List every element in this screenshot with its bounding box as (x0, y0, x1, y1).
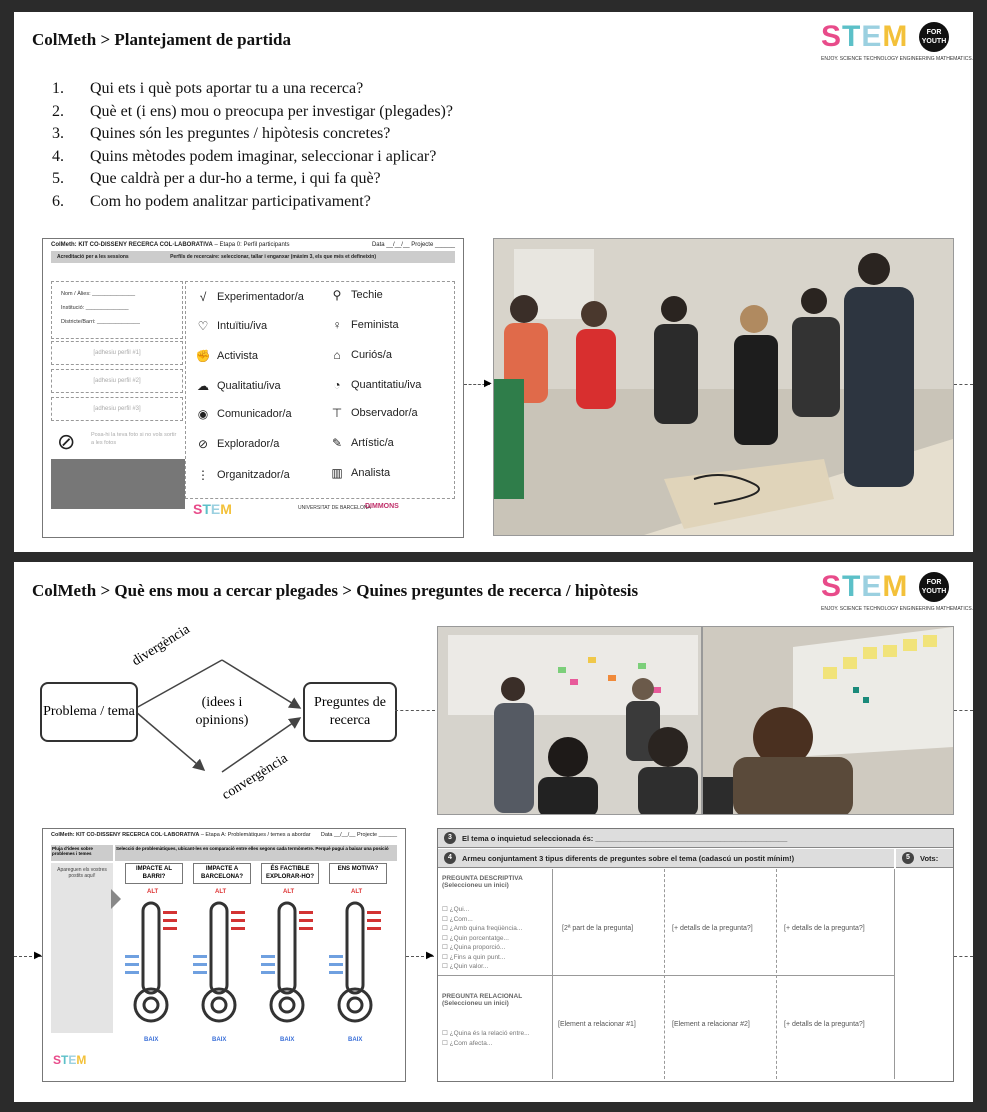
alt-label: ALT (283, 889, 295, 895)
question-item: 1. Qui ets i què pots aportar tu a una recerca? (52, 80, 364, 97)
graduation-cap-icon: ⌂ (333, 348, 341, 362)
id-fields (61, 287, 140, 329)
slide-title: ColMeth > Plantejament de partida (32, 30, 291, 49)
slide-title: ColMeth > Què ens mou a cercar plegades > Quines preguntes de recerca / hipòtesis (32, 581, 639, 600)
profile-comunicador: ◉ Comunicador/a (195, 407, 292, 421)
profile-slot-3: [adhesiu perfil #3] (51, 397, 183, 421)
cell-placeholder: [2ª part de la pregunta] (562, 925, 634, 932)
ub-logo: UNIVERSITAT DE BARCELONA (298, 505, 371, 511)
cell-placeholder: [+ detalls de la pregunta?] (784, 1021, 865, 1028)
option-checkbox[interactable]: ☐ ¿Quina és la relació entre... (442, 1030, 530, 1037)
connector-line (954, 956, 973, 957)
stem-for-youth-logo (821, 20, 974, 70)
field-district: Districte/Barri: ______________ (61, 319, 140, 325)
col-divider (664, 869, 665, 1079)
field-institution: Institució: ______________ (61, 305, 129, 311)
step1-header: Pluja d'idees sobre problemes i temes (51, 845, 113, 861)
row-divider (438, 975, 894, 976)
field-name: Nom / Àlies: ______________ (61, 291, 135, 297)
arrow-head-icon: ▶ (426, 950, 434, 961)
connector-line (954, 384, 973, 385)
profile-experimentador: √ Experimentador/a (195, 290, 304, 304)
profile-kit-sheet (42, 238, 464, 538)
option-checkbox[interactable]: ☐ ¿Quin porcentatge... (442, 934, 509, 942)
logo-letters: STEM (821, 20, 909, 53)
arrow-head-icon: ▶ (484, 378, 492, 389)
kit-bar: Acreditació per a les sessions Perfils de recercaire: seleccionar, tallar i enganxar (màxim 3, els que més et defineixin) (51, 251, 455, 263)
baix-label: BAIX (212, 1037, 227, 1043)
ideas-label: (idees i opinions) (195, 695, 249, 728)
profile-artistic: ✎ Artístic/a (329, 436, 394, 450)
kit-header: ColMeth: KIT CO-DISSENY RECERCA COL·LABORATIVA – Etapa 0: Perfil participants Data __/__/__ Projecte ______ (51, 242, 455, 248)
cell-placeholder: [+ detalls de la pregunta?] (784, 925, 865, 932)
step4-row: 4 Armeu conjuntament 3 tipus diferents de preguntes sobre el tema (cadascú un postit mínim!) (438, 849, 894, 868)
convergence-label: convergència (219, 751, 291, 804)
option-checkbox[interactable]: ☐ ¿Quin valor... (442, 963, 489, 970)
research-questions-box: Preguntes de recerca (303, 682, 397, 742)
relational-options (442, 1029, 530, 1049)
photo-note: Posa-hi la teva foto si no vols sortir a les fotos (91, 432, 177, 446)
baix-label: BAIX (280, 1037, 295, 1043)
profile-quantitatiu: ◔ Quantitatiu/iva (329, 378, 421, 392)
stem-mini-logo: STEM (53, 1053, 87, 1067)
question-list (52, 78, 453, 213)
baix-label: BAIX (348, 1037, 363, 1043)
profile-intuitiu: ♡ Intuïtiu/iva (195, 319, 267, 333)
thermometers (113, 899, 403, 1039)
logo-tagline: ENJOY. SCIENCE TECHNOLOGY ENGINEERING MATHEMATICS. (821, 606, 974, 612)
cell-placeholder: [Element a relacionar #2] (672, 1021, 750, 1028)
postit-note: Apareguen els vostres postits aquí! (57, 867, 107, 879)
question-item: 4. Quins mètodes podem imaginar, seleccionar i aplicar? (52, 147, 437, 165)
thermometer-icon (329, 903, 381, 1021)
bar-chart-icon: ▥ (331, 466, 343, 480)
thermometer-icon (261, 903, 313, 1021)
step3-badge: 3 (444, 832, 456, 844)
fist-icon: ✊ (195, 349, 211, 363)
step2-header: Selecció de problemàtiques, ubicant-les en comparació entre elles segons cada termòmetre. Perquè pugui a baixar una posició (115, 845, 397, 861)
option-checkbox[interactable]: ☐ ¿Fins a quin punt... (442, 953, 506, 961)
workshop-photo-art (494, 239, 953, 535)
baix-label: BAIX (144, 1037, 159, 1043)
arrow-head-icon: ▶ (34, 950, 42, 961)
cell-placeholder: [Element a relacionar #1] (558, 1021, 636, 1028)
profile-organitzador: ⋮ Organitzador/a (197, 468, 290, 482)
alt-label: ALT (147, 889, 159, 895)
stem-mini-logo: STEM (193, 501, 232, 517)
slide-2 (14, 562, 973, 1102)
postit-column (51, 863, 113, 1033)
stem-for-youth-logo (821, 570, 974, 620)
profile-slot-2: [adhesiu perfil #2] (51, 369, 183, 393)
thermometer-icon (125, 903, 177, 1021)
profile-curios: ⌂ Curiós/a (329, 348, 392, 362)
col-divider (776, 869, 777, 1079)
profile-qualitatiu: ☁ Qualitatiu/iva (197, 379, 281, 393)
profile-activista: ✊ Activista (195, 349, 258, 363)
pie-chart-icon: ◔ (333, 378, 341, 392)
postit-photo-left (437, 626, 702, 815)
logo-circle: FOR YOUTH (919, 572, 949, 602)
logo-circle: FOR YOUTH (919, 22, 949, 52)
question-item: 3. Quines són les preguntes / hipòtesis concretes? (52, 125, 391, 142)
question-item: 5. Que caldrà per a dur-ho a terme, i qui fa què? (52, 170, 381, 187)
connector-line (954, 710, 973, 711)
step5-badge: 5 (902, 852, 914, 864)
profile-techie: ⚲ Techie (329, 288, 383, 302)
alt-label: ALT (351, 889, 363, 895)
column-factible: ÉS FACTIBLE EXPLORAR-HO? (261, 863, 319, 884)
alt-label: ALT (215, 889, 227, 895)
logo-tagline: ENJOY. SCIENCE TECHNOLOGY ENGINEERING MATHEMATICS. (821, 56, 974, 62)
kit-a-sheet (42, 828, 406, 1082)
no-photo-icon: ⊘ (57, 429, 76, 454)
workshop-photo (493, 238, 954, 536)
column-motiva: ENS MOTIVA? (329, 863, 387, 884)
problem-box: Problema / tema (40, 682, 138, 742)
divergence-label: divergència (129, 621, 193, 670)
option-checkbox[interactable]: ☐ ¿Com... (442, 915, 473, 923)
robot-arm-icon: ⚲ (332, 288, 342, 302)
speech-bubble-icon: ☁ (197, 379, 209, 393)
step4-badge: 4 (444, 852, 456, 864)
step3-row: 3 El tema o inquietud seleccionada és: ______________________________________________ (438, 829, 953, 848)
column-barri: IMPACTE AL BARRI? (125, 863, 183, 884)
heart-icon: ♡ (197, 319, 209, 333)
option-checkbox[interactable]: ☐ ¿Quina proporció... (442, 944, 506, 951)
questions-sheet (437, 828, 954, 1082)
votes-header: 5 Vots: (896, 849, 953, 868)
profile-observador: ⊤ Observador/a (329, 406, 418, 420)
org-chart-icon: ⋮ (197, 468, 209, 482)
question-item: 6. Com ho podem analitzar participativament? (52, 192, 371, 210)
column-barcelona: IMPACTE A BARCELONA? (193, 863, 251, 884)
female-symbol-icon: ♀ (332, 318, 342, 332)
sqrt-icon: √ (199, 290, 207, 304)
option-checkbox[interactable]: ☐ ¿Amb quina freqüència... (442, 925, 523, 932)
thermometer-icon (193, 903, 245, 1021)
profile-feminista: ♀ Feminista (329, 318, 399, 332)
descriptive-options (442, 905, 522, 972)
kit-header: ColMeth: KIT CO-DISSENY RECERCA COL·LABORATIVA – Etapa A: Problemàtiques / temes a abordar Data __/__/__ Projecte ______ (51, 832, 397, 838)
logo-letters: STEM (821, 570, 909, 603)
broadcast-icon: ◉ (197, 407, 209, 421)
descriptive-title: PREGUNTA DESCRIPTIVA (Seleccioneu un inici) (442, 875, 523, 889)
dimmons-logo: DIMMONS (365, 503, 399, 510)
question-item: 2. Què et (i ens) mou o preocupa per investigar (plegades)? (52, 102, 453, 120)
compass-icon: ⊘ (197, 437, 209, 451)
profile-analista: ▥ Analista (329, 466, 390, 480)
votes-column (894, 869, 954, 1079)
postit-photo-right (702, 626, 954, 815)
connector-line (395, 710, 435, 711)
cell-placeholder: [+ detalls de la pregunta?] (672, 925, 753, 932)
postit-photo-left-art (438, 627, 701, 814)
relational-title: PREGUNTA RELACIONAL (Seleccioneu un inici) (442, 993, 523, 1007)
postit-photo-right-art (703, 627, 953, 814)
telescope-icon: ⊤ (331, 406, 343, 420)
option-checkbox[interactable]: ☐ ¿Qui... (442, 906, 470, 913)
profile-slot-1: [adhesiu perfil #1] (51, 341, 183, 365)
slide-1 (14, 12, 973, 552)
brush-icon: ✎ (331, 436, 343, 450)
profile-explorador: ⊘ Explorador/a (195, 437, 279, 451)
instructions-block (51, 459, 185, 509)
option-checkbox[interactable]: ☐ ¿Com afecta... (442, 1040, 493, 1047)
